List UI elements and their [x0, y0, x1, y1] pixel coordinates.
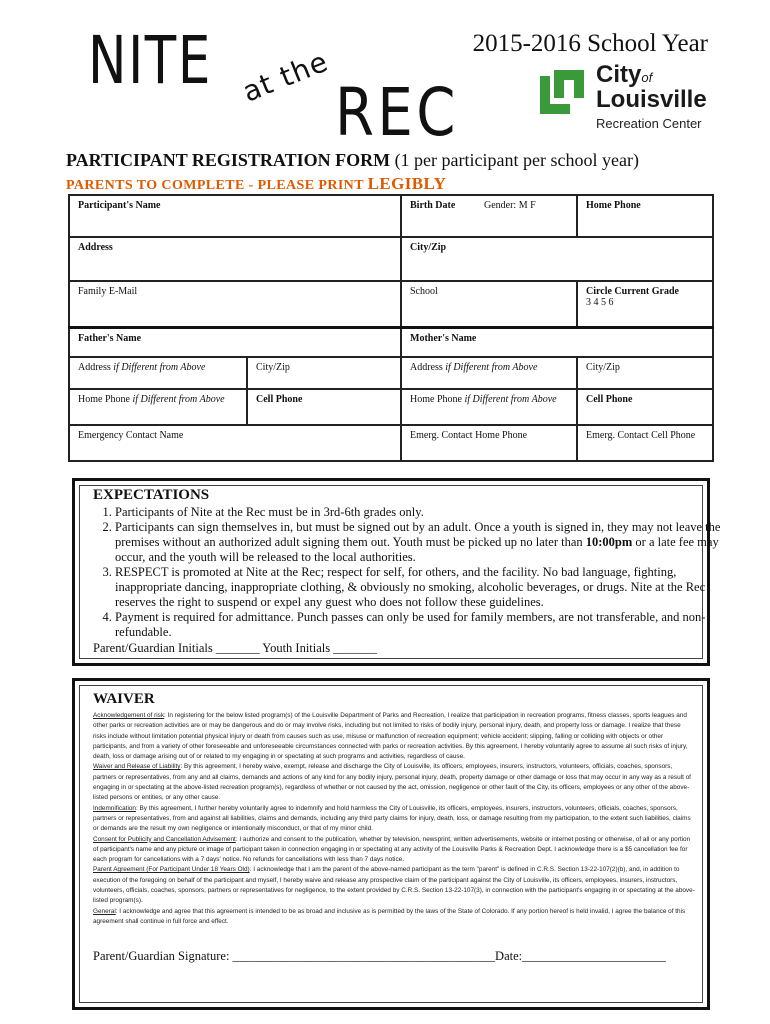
father-address-field[interactable]	[69, 357, 247, 389]
expectations-list	[81, 505, 725, 640]
circle-grade-label: Circle Current Grade	[586, 286, 679, 297]
family-email-label: Family E-Mail	[78, 286, 138, 297]
expectation-item-4: 4. Payment is required for admittance. Punch passes can only be used for family members, are not transferable, and non-refundable.	[115, 610, 725, 640]
expectation-item-2-text: Participants can sign themselves in, but must be signed out by an adult. Once a youth is signed in, they may not leave the premises without an authorized adult signing them out. Youth must be picked up no later than	[115, 520, 721, 549]
birth-date-field[interactable]	[401, 195, 577, 237]
indemnification-text: : By this agreement, I further hereby voluntarily agree to indemnify and hold harmless the City of Louisville, its officers, employees, insurers, instructors, volunteers, officials, coaches, sponsors, partners or representatives, from and against all liabilities, claims and demands, including any third party claims for injury, death, loss, or damage resulting from my participation, to the extent such liabilities, claims or demands are the result my own negligence or intentionally misconduct, or that of my minor child.	[93, 804, 691, 833]
expectations-box	[72, 478, 721, 666]
city-logo-city: City	[596, 61, 642, 88]
initials-line[interactable]: Parent/Guardian Initials _______ Youth Initials _______	[93, 641, 378, 655]
logo-nite: NITE	[88, 22, 212, 99]
school-field[interactable]	[401, 281, 577, 327]
mother-home-phone-label: Home Phone	[410, 394, 462, 405]
emergency-name-field[interactable]	[69, 425, 401, 461]
general-text: : I acknowledge and agree that this agreement is intended to be as broad and inclusive as is permitted by the laws of the State of Colorado. If any portion hereof is held invalid, I agree the balance of this agreement shall continue in full force and effect.	[93, 907, 686, 925]
waiver-box	[72, 678, 710, 1010]
father-address-suffix: if Different from Above	[113, 362, 206, 373]
gender-label: Gender: M F	[484, 200, 536, 211]
father-city-zip-field[interactable]	[247, 357, 401, 389]
parents-instruction-prefix: PARENTS TO COMPLETE - PLEASE PRINT	[66, 178, 364, 193]
home-phone-label: Home Phone	[586, 200, 641, 211]
father-name-label: Father's Name	[78, 332, 142, 344]
father-cell-phone-field[interactable]	[247, 389, 401, 425]
city-logo-icon	[540, 70, 584, 114]
emergency-home-phone-label: Emerg. Contact Home Phone	[410, 430, 528, 441]
school-year: 2015-2016 School Year	[472, 30, 708, 57]
consent-publicity-label: Consent for Publicity and Cancellation Advisement	[93, 835, 236, 843]
registration-table	[68, 194, 714, 462]
city-zip-label: City/Zip	[410, 242, 447, 253]
father-address-label: Address	[78, 362, 111, 373]
consent-publicity-text: : I authorize and consent to the publication, whether by television, newsprint, written advertisements, website or internet posting or otherwise, of all or any portion of participant's name and any picture or image of participant taken in connection engaging in or spectating at any activity of the Louisville Parks & Recreation Dept. I acknowledge there is a $5 cancellation fee for each program for cancellations with a 7 days' notice. No refunds for cancellations with less than 7 days notice.	[93, 835, 691, 864]
participant-name-label: Participant's Name	[78, 200, 161, 211]
city-logo-subtitle: Recreation Center	[596, 116, 702, 131]
mother-cell-phone-label: Cell Phone	[586, 394, 633, 405]
ack-risk-label: Acknowledgement of risk	[93, 712, 165, 719]
waiver-release-text: : By this agreement, I hereby waive, exempt, release and discharge the City of Louisville, its officers, employees, insurers, instructors, volunteers, officials, coaches, sponsors, partners or representatives, from any and all claims, demands and actions of any kind for any bodily injury, personal injury, death, property damage or other damage or loss that may occur in any way as a result of engaging in or spectating at the above-listed recreation program(s), regardless of whether or not caused by the act, omission, negligence or other fault of the City, its officers, employees or any other of the above-listed persons or entities, or any other cause.	[93, 763, 691, 802]
mother-address-suffix: if Different from Above	[445, 362, 538, 373]
mother-city-zip-label: City/Zip	[586, 362, 620, 373]
father-home-phone-field[interactable]	[69, 389, 247, 425]
expectation-item-3: 3. RESPECT is promoted at Nite at the Rec; respect for self, for others, and the facility. No bad language, fighting, inappropriate dancing, inappropriate clothing, & obviously no smoking, alcoholic beverages, or drugs. Nite at the Rec reserves the right to suspend or expel any guest who does not follow these guidelines.	[115, 565, 725, 610]
pickup-time: 10:00pm	[585, 535, 633, 549]
father-cell-phone-label: Cell Phone	[256, 394, 303, 405]
mother-city-zip-field[interactable]	[577, 357, 713, 389]
address-label: Address	[78, 242, 113, 253]
mother-home-phone-field[interactable]	[401, 389, 577, 425]
indemnification-label: Indemnification	[93, 804, 136, 812]
city-logo-text	[596, 61, 707, 113]
logo-rec: REC	[335, 74, 459, 151]
father-city-zip-label: City/Zip	[256, 362, 290, 373]
form-title	[66, 150, 639, 171]
mother-name-label: Mother's Name	[410, 332, 477, 344]
expectations-heading: EXPECTATIONS	[93, 487, 210, 503]
grade-options[interactable]: 3 4 5 6	[586, 297, 614, 308]
form-title-note: (1 per participant per school year)	[394, 150, 639, 170]
signature-line[interactable]: Parent/Guardian Signature: __________________________________________Date:_______________________	[93, 949, 666, 963]
birth-date-label: Birth Date	[410, 200, 456, 211]
parent-agreement-text: : I acknowledge that I am the parent of the above-named participant as the term "parent" is defined in C.R.S. Section 13-22-107(2)(b), and, in addition to execution of the foregoing on behalf of the participant and myself, I hereby waive and release any prospective claim of the participant against the City of Louisville, its officers, employees, insurers, instructors, volunteers, officials, coaches, sponsors, partners or representatives for negligence, to the extent provided by C.R.S. Section 13-22-107(3), in connection with the participant's engaging in or spectating at the above-listed program(s).	[93, 866, 695, 905]
mother-name-field[interactable]	[401, 327, 713, 357]
expectation-item-2-text-end: or a late fee may occur, and the youth will be released to the local authorities.	[115, 535, 719, 564]
general-label: General	[93, 907, 116, 915]
family-email-field[interactable]	[69, 281, 401, 327]
waiver-text	[93, 711, 695, 927]
ack-risk-text: : In registering for the below listed program(s) of the Louisville Department of Parks and Recreation, I realize that participation in recreation programs, fitness classes, sports leagues and other parks or recreation activities are or may be dangerous and do or may involve risks, including but not limited to risks of bodily injury, personal injury, death, and property loss or damage. I realize that these risks include without limitation potential physical injury or death from causes such as use, misuse or malfunction of recreation equipment; vehicle accident; slipping, falling or colliding with objects or other participants, and from a variety of other foreseeable and unforeseeable circumstances connected with parks or recreation activities. By this agreement, I hereby voluntarily agree to assume all such risks of injury, death, loss or damage arising out of or related to my engaging in or spectating at such programs and activities, regardless of cause.	[93, 712, 688, 761]
parents-instruction	[66, 174, 446, 194]
mother-home-phone-suffix: if Different from Above	[464, 394, 557, 405]
logo-at-the: at the	[238, 44, 333, 109]
emergency-name-label: Emergency Contact Name	[78, 430, 184, 441]
address-field[interactable]	[69, 237, 401, 281]
expectation-item-1: 1. Participants of Nite at the Rec must be in 3rd-6th grades only.	[115, 505, 725, 520]
form-title-main: PARTICIPANT REGISTRATION FORM	[66, 150, 391, 170]
emergency-cell-phone-label: Emerg. Contact Cell Phone	[586, 430, 696, 441]
father-home-phone-suffix: if Different from Above	[132, 394, 225, 405]
parent-agreement-label: Parent Agreement (For Participant Under 18 Years Old)	[93, 866, 250, 874]
mother-address-label: Address	[410, 362, 443, 373]
emergency-cell-phone-field[interactable]	[577, 425, 713, 461]
city-logo-of: of	[641, 70, 653, 85]
mother-address-field[interactable]	[401, 357, 577, 389]
grade-field[interactable]	[577, 281, 713, 327]
parents-instruction-emph: LEGIBLY	[367, 174, 447, 193]
waiver-heading: WAIVER	[93, 691, 155, 707]
home-phone-field[interactable]	[577, 195, 713, 237]
participant-name-field[interactable]	[69, 195, 401, 237]
school-label: School	[410, 286, 438, 297]
expectation-item-2	[115, 520, 725, 565]
father-home-phone-label: Home Phone	[78, 394, 130, 405]
city-zip-field[interactable]	[401, 237, 713, 281]
city-logo-louisville: Louisville	[596, 86, 707, 113]
city-of-louisville-logo	[540, 61, 715, 134]
waiver-release-label: Waiver and Release of Liability	[93, 763, 181, 771]
father-name-field[interactable]	[69, 327, 401, 357]
emergency-home-phone-field[interactable]	[401, 425, 577, 461]
mother-cell-phone-field[interactable]	[577, 389, 713, 425]
